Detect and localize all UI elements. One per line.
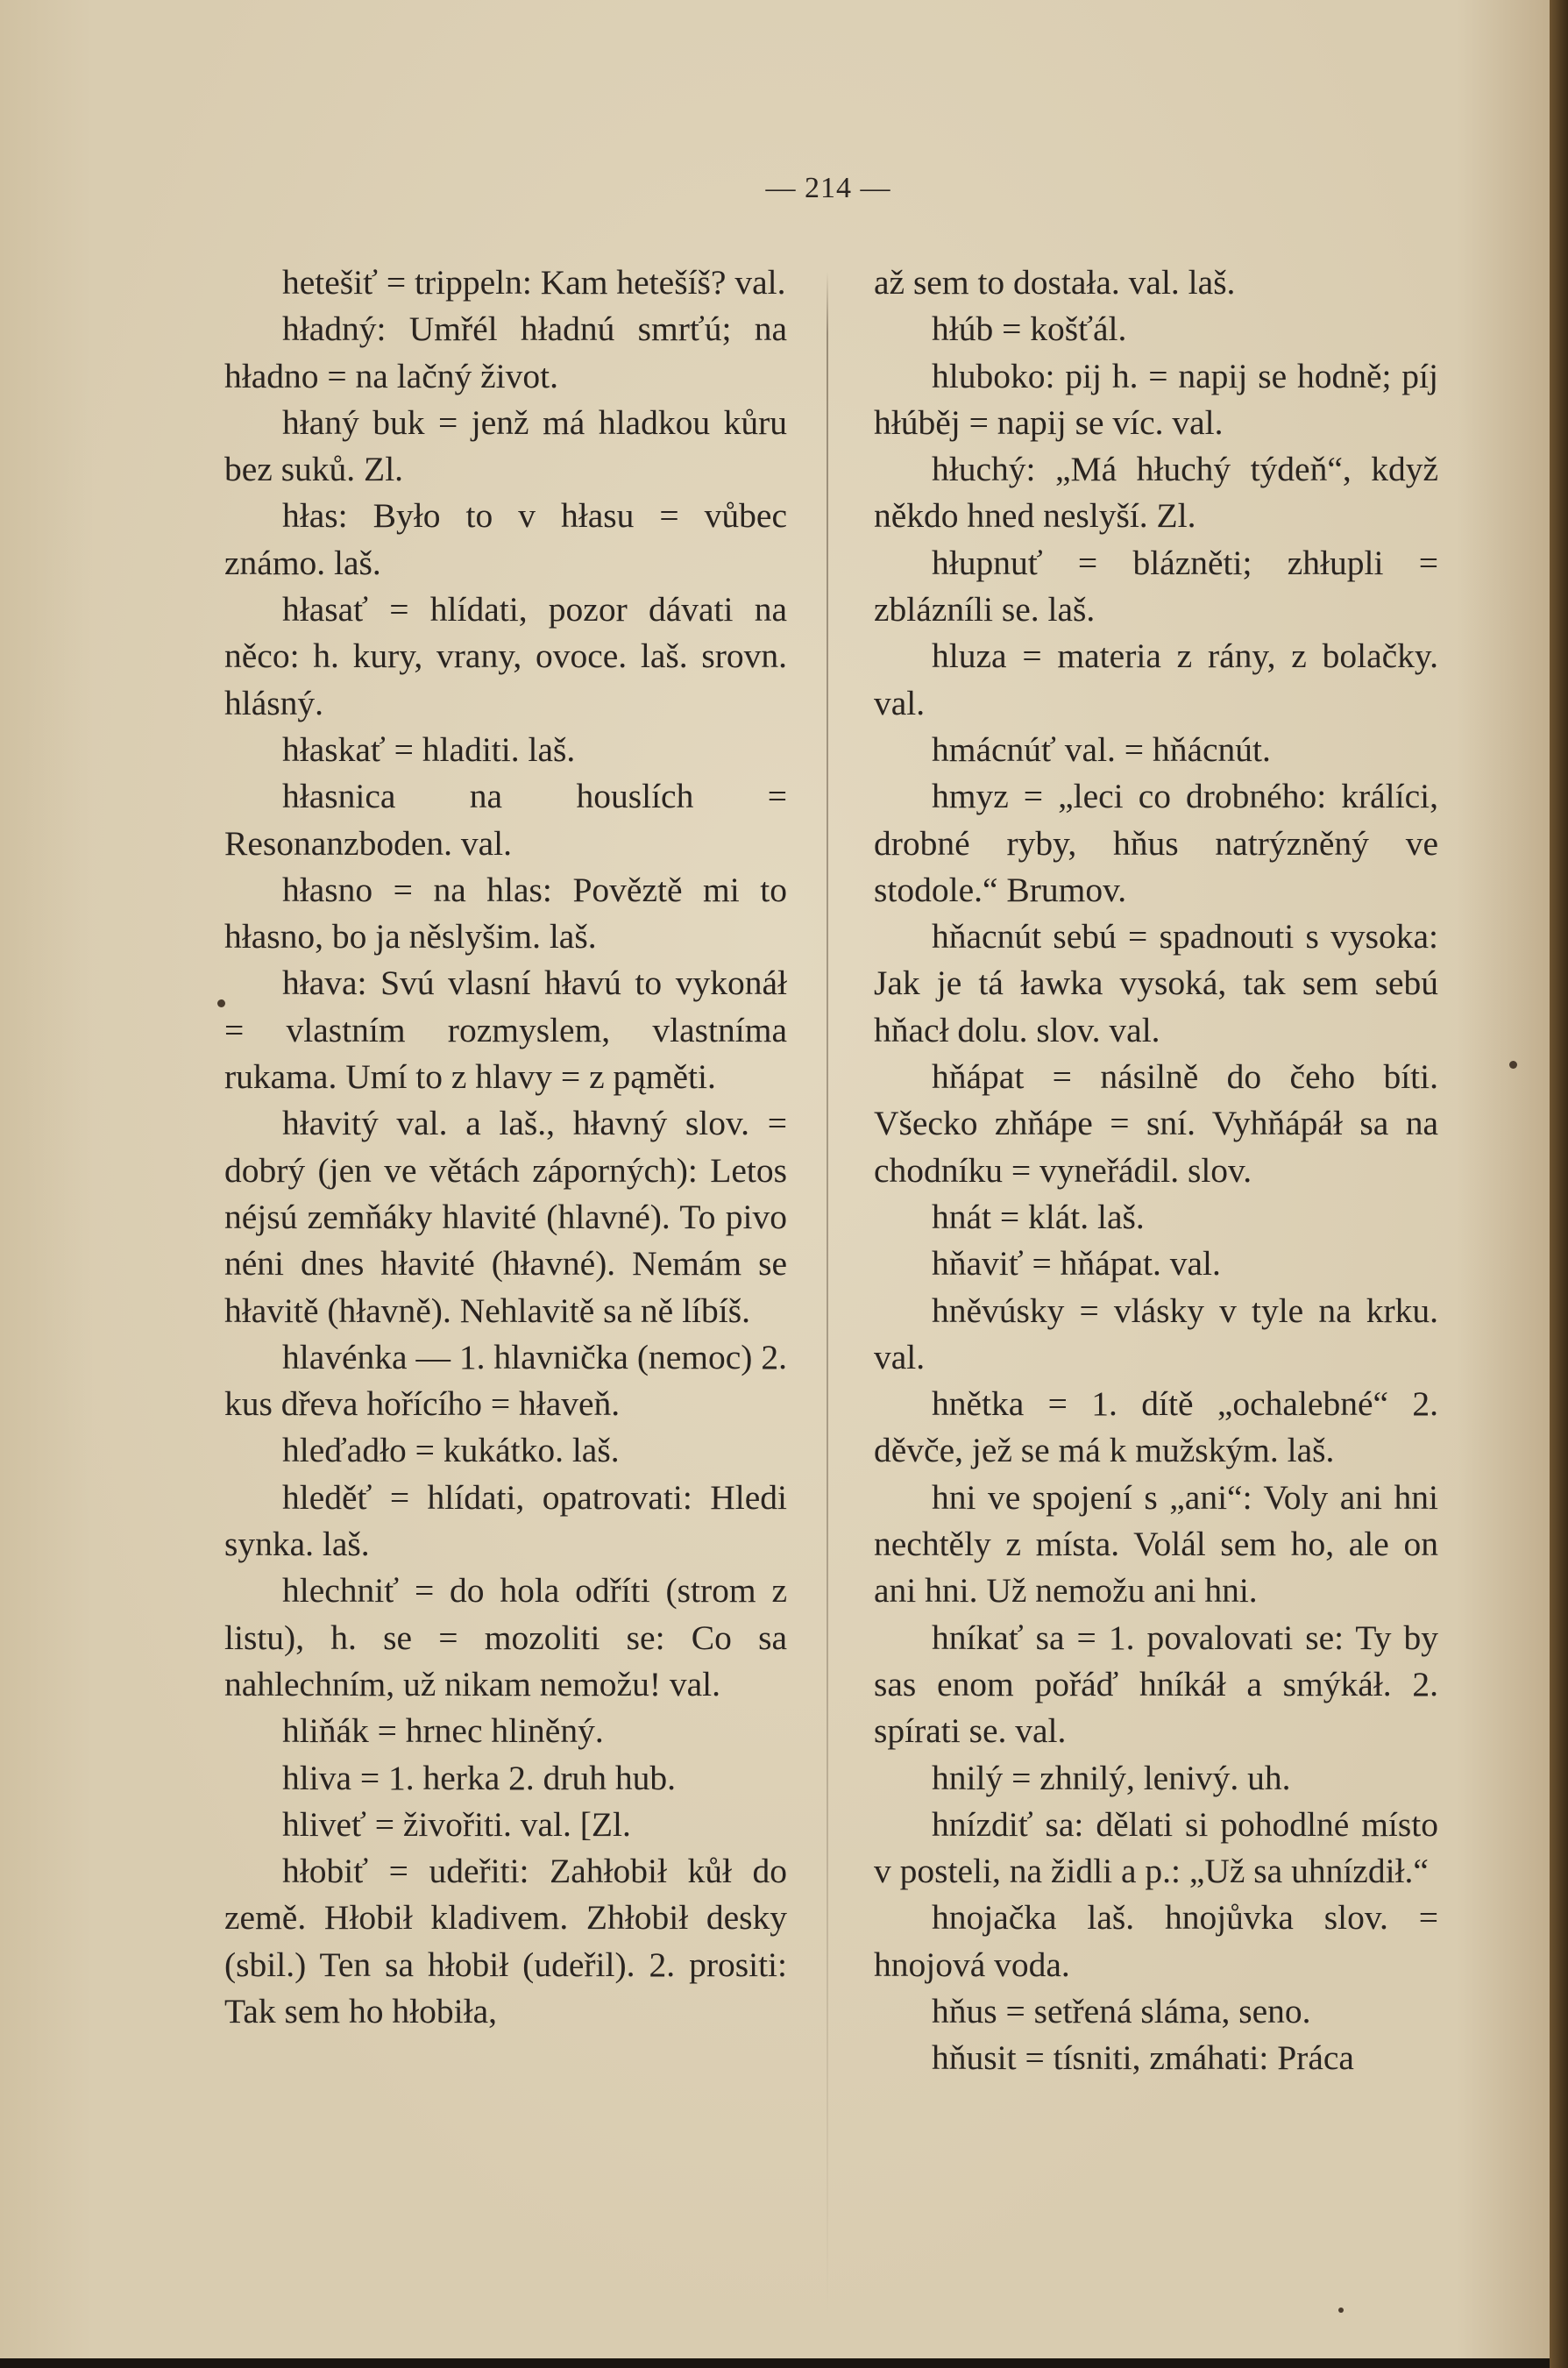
dictionary-entry: hłuchý: „Má hłuchý týdeň“, když někdo hned neslyší. Zl. — [874, 450, 1438, 536]
dictionary-entry: hníkať sa = 1. povalovati se: Ty by sas enom pořáď hníkáł a smýkáł. 2. spírati se. val. — [874, 1618, 1438, 1751]
dictionary-entry: hleděť = hlídati, opatrovati: Hledi synka. laš. — [224, 1477, 787, 1564]
ink-speck — [1509, 1061, 1517, 1069]
dictionary-entry: hluza = materia z rány, z bolačky. val. — [874, 636, 1438, 722]
dictionary-entry: hlechniť = do hola odříti (strom z listu), h. se = mozoliti se: Co sa nahlechním, už nikam nemožu! val. — [224, 1571, 787, 1703]
dictionary-entry: hładný: Umřél hładnú smrťú; na hładno = na lačný život. — [224, 309, 787, 395]
dictionary-entry: hliva = 1. herka 2. druh hub. — [282, 1758, 677, 1797]
dictionary-entry: hłupnuť = blázněti; zhłupli = zblázníli se. laš. — [874, 543, 1438, 629]
ink-speck — [217, 999, 225, 1007]
ink-speck — [1338, 2308, 1344, 2313]
right-column — [874, 260, 1438, 2082]
dictionary-entry: hňápat = násilně do čeho bíti. Všecko zhňápe = sní. Vyhňápáł sa na chodníku = vyneřádil. slov. — [874, 1057, 1438, 1190]
dictionary-entry: hłavitý val. a laš., hłavný slov. = dobrý (jen ve větách záporných): Letos néjsú zemňáky hlavité (hlavné). To pivo néni dnes hłavité (hłavné). Nemám se hłavitě (hłavně). Nehlavitě sa ně líbíš. — [224, 1104, 787, 1330]
dictionary-entry: hłasať = hlídati, pozor dávati na něco: h. kury, vrany, ovoce. laš. srovn. hlásný. — [224, 590, 787, 722]
dictionary-entry: hňaviť = hňápat. val. — [932, 1244, 1221, 1284]
dictionary-entry: hňacnút sebú = spadnouti s vysoka: Jak je tá ławka vysoká, tak sem sebú hňacł dolu. slov. val. — [874, 917, 1438, 1049]
dictionary-entry: hłava: Svú vlasní hłavú to vykonáł = vlastním rozmyslem, vlastníma rukama. Umí to z hlavy = z pąměti. — [224, 964, 787, 1097]
dictionary-entry: hnojačka laš. hnojůvka slov. = hnojová voda. — [874, 1898, 1438, 1984]
page-number: — 214 — — [765, 172, 891, 204]
dictionary-entry: hluboko: pij h. = napij se hodně; píj hłúběj = napij se víc. val. — [874, 356, 1438, 442]
dictionary-entry: hetešiť = trippeln: Kam hetešíš? val. — [282, 263, 786, 302]
dictionary-entry: hnízdiť sa: dělati si pohodlné místo v posteli, na židli a p.: „Už sa uhnízdił.“ — [874, 1804, 1438, 1891]
dictionary-entry: hnětka = 1. dítě „ochalebné“ 2. děvče, jež se má k mužským. laš. — [874, 1384, 1438, 1470]
dictionary-entry: hněvúsky = vlásky v tyle na krku. val. — [874, 1291, 1438, 1376]
dictionary-entry: hnilý = zhnilý, lenivý. uh. — [932, 1758, 1291, 1797]
dictionary-entry: hňusit = tísniti, zmáhati: Práca — [932, 2038, 1354, 2078]
dictionary-entry: hłaný buk = jenž má hladkou kůru bez suků. Zl. — [224, 402, 787, 489]
column-divider — [827, 272, 828, 2323]
dictionary-entry: hłaskať = hladiti. laš. — [282, 729, 576, 769]
dictionary-entry: hleďadło = kukátko. laš. — [282, 1431, 620, 1470]
dictionary-entry: hliveť = živořiti. val. [Zl. — [282, 1804, 631, 1844]
dictionary-entry: hłúb = košťál. — [932, 309, 1127, 349]
dictionary-entry: hni ve spojení s „ani“: Voly ani hni nechtěly z místa. Volál sem ho, ale on ani hni. Už nemožu ani hni. — [874, 1477, 1438, 1611]
dictionary-entry: hnát = klát. laš. — [932, 1197, 1145, 1236]
dictionary-entry: hlavénka — 1. hlavnička (nemoc) 2. kus dřeva hořícího = hłaveň. — [224, 1337, 787, 1424]
dictionary-entry: hłasnica na houslích = Resonanzboden. val. — [224, 777, 787, 863]
dictionary-entry: hłobiť = udeřiti: Zahłobił kůł do země. Hłobił kladivem. Zhłobił desky (sbil.) Ten sa hłobił (udeřil). 2. prositi: Tak sem ho hłobiła, — [224, 1852, 787, 2030]
book-spine — [1550, 0, 1568, 2368]
dictionary-entry: až sem to dostała. val. laš. — [874, 263, 1236, 302]
dictionary-entry: hňus = setřená sláma, seno. — [932, 1991, 1311, 2030]
dictionary-entry: hłas: Było to v hłasu = vůbec známo. laš. — [224, 496, 787, 582]
dictionary-entry: hłasno = na hlas: Pověztě mi to hłasno, bo ja něslyšim. laš. — [224, 870, 787, 956]
dictionary-entry: hmyz = „leci co drobného: králíci, drobné ryby, hňus natrýzněný ve stodole.“ Brumov. — [874, 777, 1438, 909]
dictionary-entry: hliňák = hrnec hliněný. — [282, 1711, 604, 1751]
left-column — [224, 260, 787, 2035]
dictionary-entry: hmácnúť val. = hňácnút. — [932, 729, 1271, 769]
